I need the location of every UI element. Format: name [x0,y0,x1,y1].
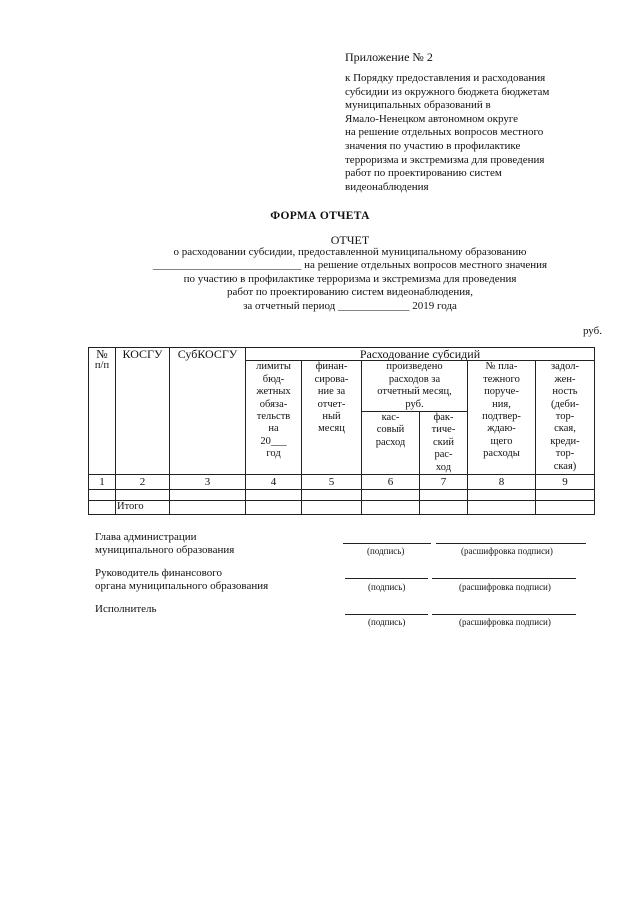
decoding-caption: (расшифровка подписи) [459,582,551,592]
decoding-line [432,614,576,615]
signature-line [345,614,428,615]
currency-unit: руб. [582,325,602,337]
header-subkosgu: СубКОСГУ [170,348,246,475]
form-title: ФОРМА ОТЧЕТА [270,210,370,222]
appendix-line: работ по проектированию систем [345,167,502,180]
signature-caption: (подпись) [368,582,406,592]
column-number: 9 [536,475,595,490]
appendix-line: видеонаблюдения [345,180,429,193]
signature-line [343,543,431,544]
header-limits: лимиты бюд- жетных обяза- тельств на 20___ год [246,361,302,475]
report-table [88,347,595,515]
header-expenses-made: произведено расходов за отчетный месяц, руб. [362,361,468,412]
signature-line [345,578,428,579]
header-number: № п/п [89,348,116,475]
decoding-caption: (расшифровка подписи) [461,546,553,556]
header-kosgu: КОСГУ [116,348,170,475]
appendix-line: муниципальных образований в [345,99,491,112]
appendix-description [345,72,605,194]
decoding-line [432,578,576,579]
column-number: 2 [116,475,170,490]
appendix-line: субсидии из окружного бюджета бюджетам [345,85,550,98]
appendix-line: значения по участию в профилактике [345,139,521,152]
report-line: ___________________________ на решение отдельных вопросов местного значения [152,259,548,272]
total-row [89,501,595,514]
column-numbers-row [89,475,595,490]
signature-caption: (подпись) [368,617,406,627]
header-subsidy-spending: Расходование субсидий [246,348,595,361]
signature-finance-head: Руководитель финансового органа муниципального образования [95,567,269,592]
signature-caption: (подпись) [367,546,405,556]
table-row [89,490,595,501]
header-cash-expense: кас- совый расход [362,412,420,475]
report-line: о расходовании субсидии, предоставленной муниципальному образованию [173,246,527,258]
report-description [70,246,630,313]
appendix-line: к Порядку предоставления и расходования [345,72,546,84]
header-financing: финан- сирова- ние за отчет- ный месяц [302,361,362,475]
column-number: 6 [362,475,420,490]
appendix-line: терроризма и экстремизма для проведения [345,153,545,166]
column-number: 8 [468,475,536,490]
report-line: по участию в профилактике терроризма и экстремизма для проведения [183,272,517,285]
header-actual-expense: фак- тиче- ский рас- ход [420,412,468,475]
header-debt: задол- жен- ность (деби- тор- ская, креди- тор- ская) [536,361,595,475]
report-line: работ по проектированию систем видеонаблюдения, [227,286,473,299]
column-number: 5 [302,475,362,490]
appendix-line: на решение отдельных вопросов местного [345,126,544,139]
signature-executor: Исполнитель [95,603,157,615]
report-line: за отчетный период _____________ 2019 года [243,299,457,312]
appendix-title: Приложение № 2 [345,50,433,64]
decoding-caption: (расшифровка подписи) [459,617,551,627]
decoding-line [436,543,586,544]
column-number: 3 [170,475,246,490]
total-label: Итого [116,501,170,514]
header-payment-order: № пла- тежного поруче- ния, подтвер- ждаю- щего расходы [468,361,536,475]
appendix-line: Ямало-Ненецком автономном округе [345,112,519,125]
report-heading: ОТЧЕТ [330,233,370,247]
column-number: 4 [246,475,302,490]
column-number: 7 [420,475,468,490]
column-number: 1 [89,475,116,490]
signature-head-admin: Глава администрации муниципального образования [95,531,235,556]
